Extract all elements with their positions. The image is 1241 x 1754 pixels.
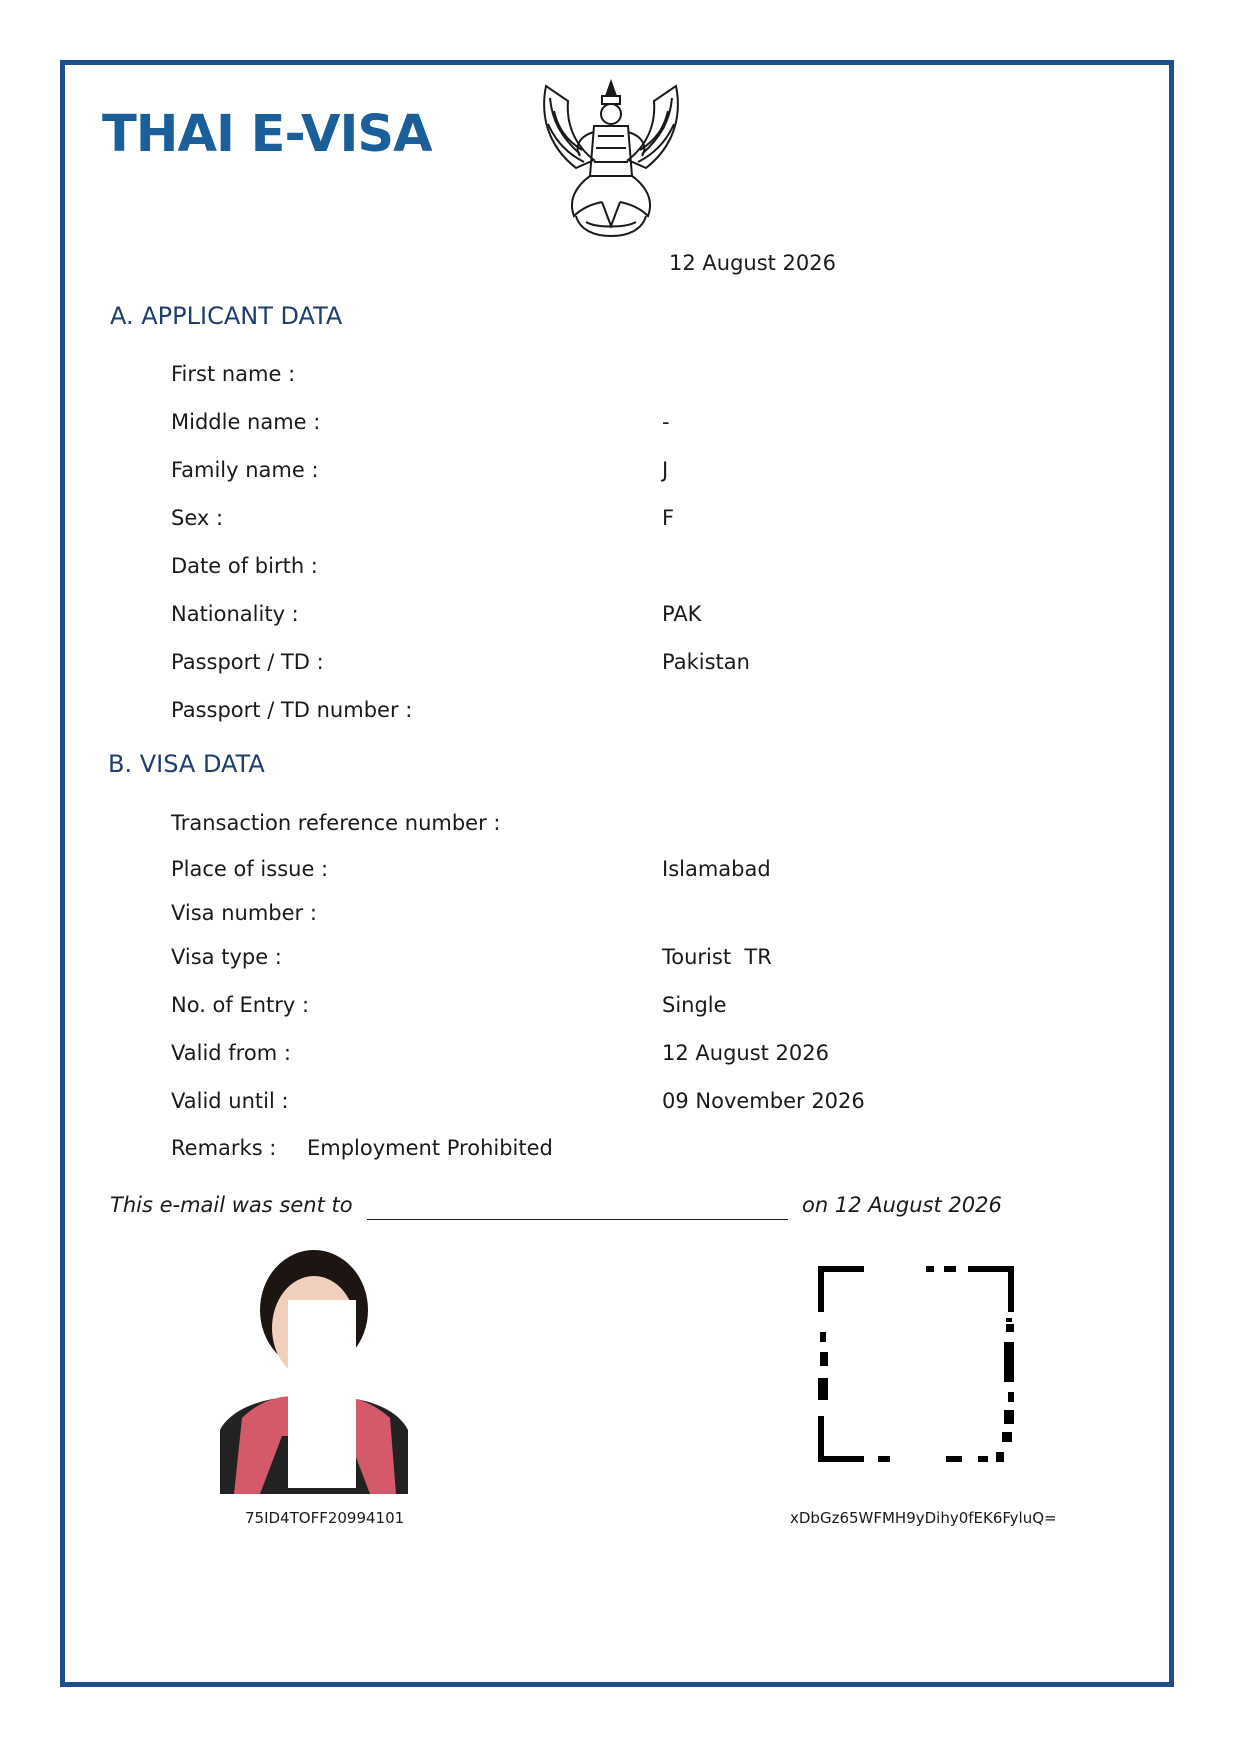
field-label: Transaction reference number : <box>171 811 501 835</box>
field-label: Nationality : <box>171 602 299 626</box>
field-label: Passport / TD : <box>171 650 324 674</box>
passport-number-row <box>171 698 1071 728</box>
date-of-birth-row <box>171 554 1071 584</box>
field-value: 09 November 2026 <box>662 1089 865 1113</box>
field-label: Date of birth : <box>171 554 318 578</box>
email-address-underline <box>367 1219 788 1220</box>
remarks-label: Remarks : <box>171 1136 277 1160</box>
first-name-row <box>171 362 1071 392</box>
family-name-row <box>171 458 1071 488</box>
visa-section-title: B. VISA DATA <box>108 750 265 778</box>
field-value: Pakistan <box>662 650 750 674</box>
place-of-issue-row <box>171 857 1071 887</box>
field-label: Valid until : <box>171 1089 289 1113</box>
field-label: Place of issue : <box>171 857 329 881</box>
field-value: J <box>662 458 669 482</box>
field-value: Tourist TR <box>662 945 772 969</box>
field-value: 12 August 2026 <box>662 1041 830 1065</box>
field-label: Passport / TD number : <box>171 698 413 722</box>
visa-type-row <box>171 945 1071 975</box>
thai-evisa-logo: THAI E-VISA <box>102 105 432 164</box>
field-value: F <box>662 506 675 530</box>
field-label: Family name : <box>171 458 319 482</box>
remarks-row <box>171 1136 1071 1166</box>
field-label: Visa number : <box>171 901 317 925</box>
sex-row <box>171 506 1071 536</box>
valid-from-row <box>171 1041 1071 1071</box>
field-label: Visa type : <box>171 945 282 969</box>
email-sent-date: on 12 August 2026 <box>802 1193 1002 1217</box>
field-label: No. of Entry : <box>171 993 310 1017</box>
field-value: - <box>662 410 670 434</box>
field-label: Valid from : <box>171 1041 291 1065</box>
field-value: Single <box>662 993 727 1017</box>
qr-code-icon <box>818 1266 1014 1462</box>
issue-date: 12 August 2026 <box>669 251 837 275</box>
qr-code-text: xDbGz65WFMH9yDihy0fEK6FyluQ= <box>790 1509 1057 1527</box>
passport-td-row <box>171 650 1071 680</box>
email-sent-text: This e-mail was sent to <box>110 1193 353 1217</box>
photo-code: 75ID4TOFF20994101 <box>245 1509 405 1527</box>
visa-number-row <box>171 901 1071 931</box>
nationality-row <box>171 602 1071 632</box>
field-label: First name : <box>171 362 296 386</box>
middle-name-row <box>171 410 1071 440</box>
applicant-photo <box>220 1250 408 1494</box>
garuda-emblem-icon <box>536 76 686 240</box>
field-value: PAK <box>662 602 702 626</box>
field-label: Sex : <box>171 506 224 530</box>
field-value: Islamabad <box>662 857 771 881</box>
transaction-ref-row <box>171 811 1071 841</box>
applicant-section-title: A. APPLICANT DATA <box>110 302 343 330</box>
valid-until-row <box>171 1089 1071 1119</box>
remarks-value: Employment Prohibited <box>307 1136 553 1160</box>
field-label: Middle name : <box>171 410 321 434</box>
no-of-entry-row <box>171 993 1071 1023</box>
